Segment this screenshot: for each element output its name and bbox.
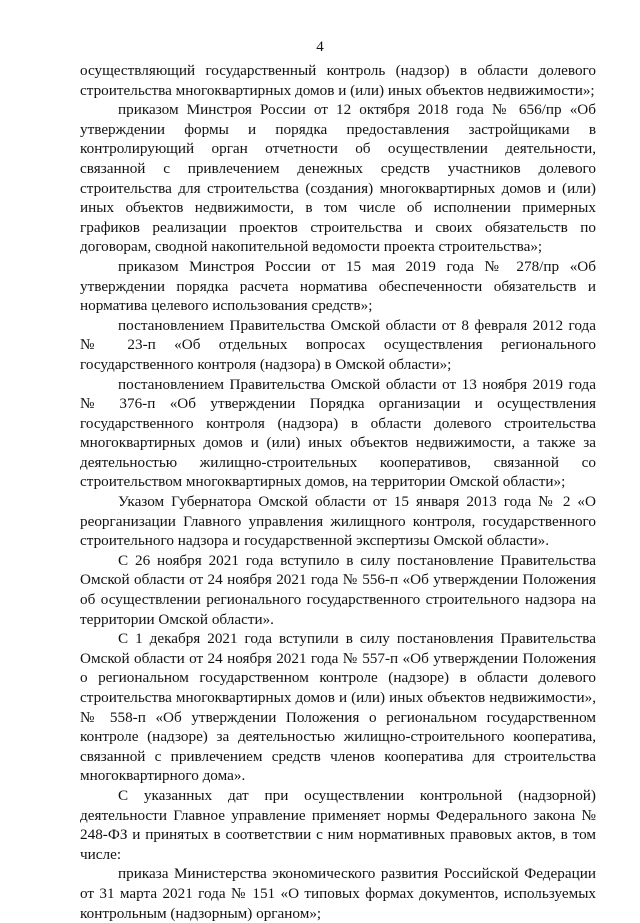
paragraph-resolution-556: С 26 ноября 2021 года вступило в силу постановление Правительства Омской области от 24 ноября 2021 года № 556-п «Об утверждении Положения об осуществлении регионального государственного строительного надзора на территории Омской области». [80,551,596,628]
paragraph-order-656: приказом Минстроя России от 12 октября 2018 года № 656/пр «Об утверждении формы и порядка предоставления застройщиками в контролирующий орган отчетности об осуществлении деятельности, связанной с привлечением денежных средств участников долевого строительства для строительства (создания) многоквартирных домов и (или) иных объектов недвижимости, в том числе об исполнении примерных графиков реализации проектов строительства и своих обязательств по договорам, сводной накопительной ведомости проекта строительства»; [80,101,596,256]
paragraph-resolution-23: постановлением Правительства Омской области от 8 февраля 2012 года № 23-п «Об отдельных вопросах осуществления регионального государственного контроля (надзора) в Омской области»; [80,316,596,373]
paragraph-resolution-376: постановлением Правительства Омской области от 13 ноября 2019 года № 376-п «Об утверждении Порядка организации и осуществления государственного контроля (надзора) в области долевого строительства многоквартирных домов и (или) иных объектов недвижимости, а также за деятельностью жилищно-строительных кооперативов, связанной со строительством многоквартирных домов, на территории Омской области»; [80,375,596,491]
paragraph-law-248: С указанных дат при осуществлении контрольной (надзорной) деятельности Главное управление применяет нормы Федерального закона № 248-ФЗ и принятых в соответствии с ним нормативных правовых актов, в том числе: [80,786,596,863]
paragraph-order-151: приказа Министерства экономического развития Российской Федерации от 31 марта 2021 года № 151 «О типовых формах документов, используемых контрольным (надзорным) органом»; [80,865,596,922]
page-number: 4 [316,39,324,55]
paragraph-resolutions-557-558: С 1 декабря 2021 года вступили в силу постановления Правительства Омской области от 24 ноября 2021 года № 557-п «Об утверждении Положения о региональном государственном контроле (надзоре) в области долевого строительства многоквартирных домов и (или) иных объектов недвижимости», № 558-п «Об утверждении Положения о региональном государственном контроле (надзоре) за деятельностью жилищно-строительного кооператива, связанной с привлечением средств членов кооператива для строительства многоквартирного дома». [80,630,596,785]
paragraph-decree-2: Указом Губернатора Омской области от 15 января 2013 года № 2 «О реорганизации Главного управления жилищного контроля, государственного строительного надзора и государственной экспертизы Омской области». [80,493,596,550]
document-body [80,61,596,923]
paragraph-order-278: приказом Минстроя России от 15 мая 2019 года № 278/пр «Об утверждении порядка расчета норматива обеспеченности обязательств и норматива целевого использования средств»; [80,257,596,315]
paragraph-continuation: осуществляющий государственный контроль (надзор) в области долевого строительства многоквартирных домов и (или) иных объектов недвижимости»; [80,62,596,99]
